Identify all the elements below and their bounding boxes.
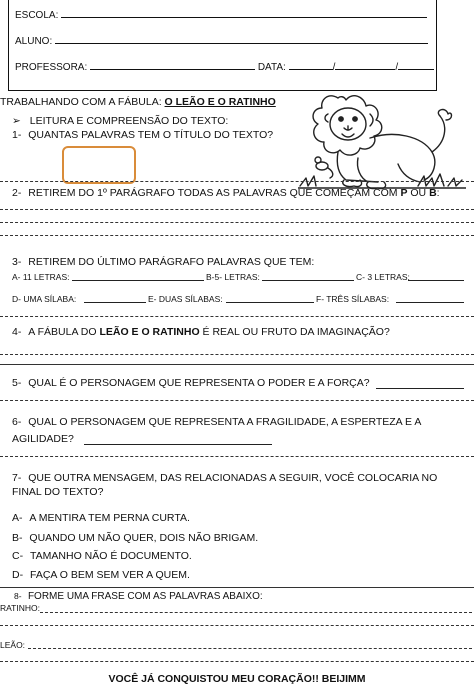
answer-line[interactable] — [226, 302, 314, 303]
answer-line[interactable] — [0, 661, 474, 662]
question-1-answer-box[interactable] — [62, 146, 136, 184]
separator — [0, 316, 474, 317]
question-6-continued: AGILIDADE? — [12, 433, 74, 445]
option-a[interactable]: A- A MENTIRA TEM PERNA CURTA. — [12, 512, 190, 524]
answer-line[interactable] — [0, 625, 474, 626]
answer-line[interactable] — [376, 388, 464, 389]
worksheet-title: TRABALHANDO COM A FÁBULA: O LEÃO E O RATINHO — [0, 96, 276, 108]
separator — [0, 587, 474, 588]
answer-line[interactable] — [0, 235, 474, 236]
answer-line[interactable] — [84, 444, 272, 445]
answer-line[interactable] — [0, 354, 474, 355]
answer-line[interactable] — [396, 302, 464, 303]
teacher-field[interactable]: PROFESSORA: DATA: / / — [15, 60, 434, 73]
separator — [0, 364, 474, 365]
lion-and-mouse-illustration — [298, 86, 466, 194]
student-line — [55, 34, 428, 44]
answer-line[interactable] — [262, 280, 354, 281]
teacher-line — [90, 60, 255, 70]
date-month-line — [335, 60, 395, 70]
date-year-line — [398, 60, 434, 70]
answer-line[interactable] — [0, 222, 474, 223]
answer-line[interactable] — [84, 302, 146, 303]
teacher-label: PROFESSORA: — [15, 62, 88, 73]
question-3-item-e: E- DUAS SÍLABAS: — [148, 294, 223, 304]
question-6: 6- QUAL O PERSONAGEM QUE REPRESENTA A FRAGILIDADE, A ESPERTEZA E A — [12, 416, 422, 428]
answer-line[interactable] — [28, 648, 472, 649]
student-label: ALUNO: — [15, 36, 53, 47]
date-label: DATA: — [257, 62, 286, 73]
reading-heading: ➢ LEITURA E COMPREENSÃO DO TEXTO: — [12, 115, 229, 127]
question-2: 2- RETIREM DO 1º PARÁGRAFO TODAS AS PALAVRAS QUE COMEÇAM COM P OU B: — [12, 187, 440, 199]
option-c[interactable]: C- TAMANHO NÃO É DOCUMENTO. — [12, 550, 192, 562]
fable-title: O LEÃO E O RATINHO — [164, 96, 276, 108]
question-3-item-b: B-5- LETRAS: — [206, 272, 260, 282]
question-1: 1- QUANTAS PALAVRAS TEM O TÍTULO DO TEXTO? — [12, 129, 274, 141]
question-4: 4- A FÁBULA DO LEÃO E O RATINHO É REAL OU FRUTO DA IMAGINAÇÃO? — [12, 326, 390, 338]
answer-line[interactable] — [0, 209, 474, 210]
option-b[interactable]: B- QUANDO UM NÃO QUER, DOIS NÃO BRIGAM. — [12, 532, 259, 544]
school-line — [61, 8, 427, 18]
question-7: 7- QUE OUTRA MENSAGEM, DAS RELACIONADAS A SEGUIR, VOCÊ COLOCARIA NO — [12, 472, 438, 484]
school-field[interactable] — [15, 8, 427, 21]
answer-line[interactable] — [408, 280, 464, 281]
question-5: 5- QUAL É O PERSONAGEM QUE REPRESENTA O PODER E A FORÇA? — [12, 377, 370, 389]
question-7-continued: FINAL DO TEXTO? — [12, 486, 104, 498]
question-8: 8- FORME UMA FRASE COM AS PALAVRAS ABAIXO: — [14, 591, 263, 602]
question-3-item-d: D- UMA SÍLABA: — [12, 294, 77, 304]
question-3-item-c: C- 3 LETRAS: — [356, 272, 410, 282]
school-label: ESCOLA: — [15, 10, 59, 21]
student-info-box — [8, 0, 437, 91]
student-field[interactable] — [15, 34, 428, 47]
word-leao-label: LEÃO: — [0, 640, 26, 650]
footer-message: VOCÊ JÁ CONQUISTOU MEU CORAÇÃO!! BEIJIMM — [108, 673, 366, 685]
answer-line[interactable] — [72, 280, 204, 281]
arrow-bullet-icon: ➢ — [12, 115, 21, 127]
separator — [0, 456, 474, 457]
question-3: 3- RETIREM DO ÚLTIMO PARÁGRAFO PALAVRAS QUE TEM: — [12, 256, 315, 268]
separator — [0, 400, 474, 401]
separator — [0, 181, 474, 182]
option-d[interactable]: D- FAÇA O BEM SEM VER A QUEM. — [12, 569, 190, 581]
date-day-line — [289, 60, 333, 70]
word-ratinho-label: RATINHO: — [0, 603, 40, 613]
question-3-item-f: F- TRÊS SÍLABAS: — [316, 294, 390, 304]
answer-line[interactable] — [40, 612, 472, 613]
question-3-item-a: A- 11 LETRAS: — [12, 272, 70, 282]
